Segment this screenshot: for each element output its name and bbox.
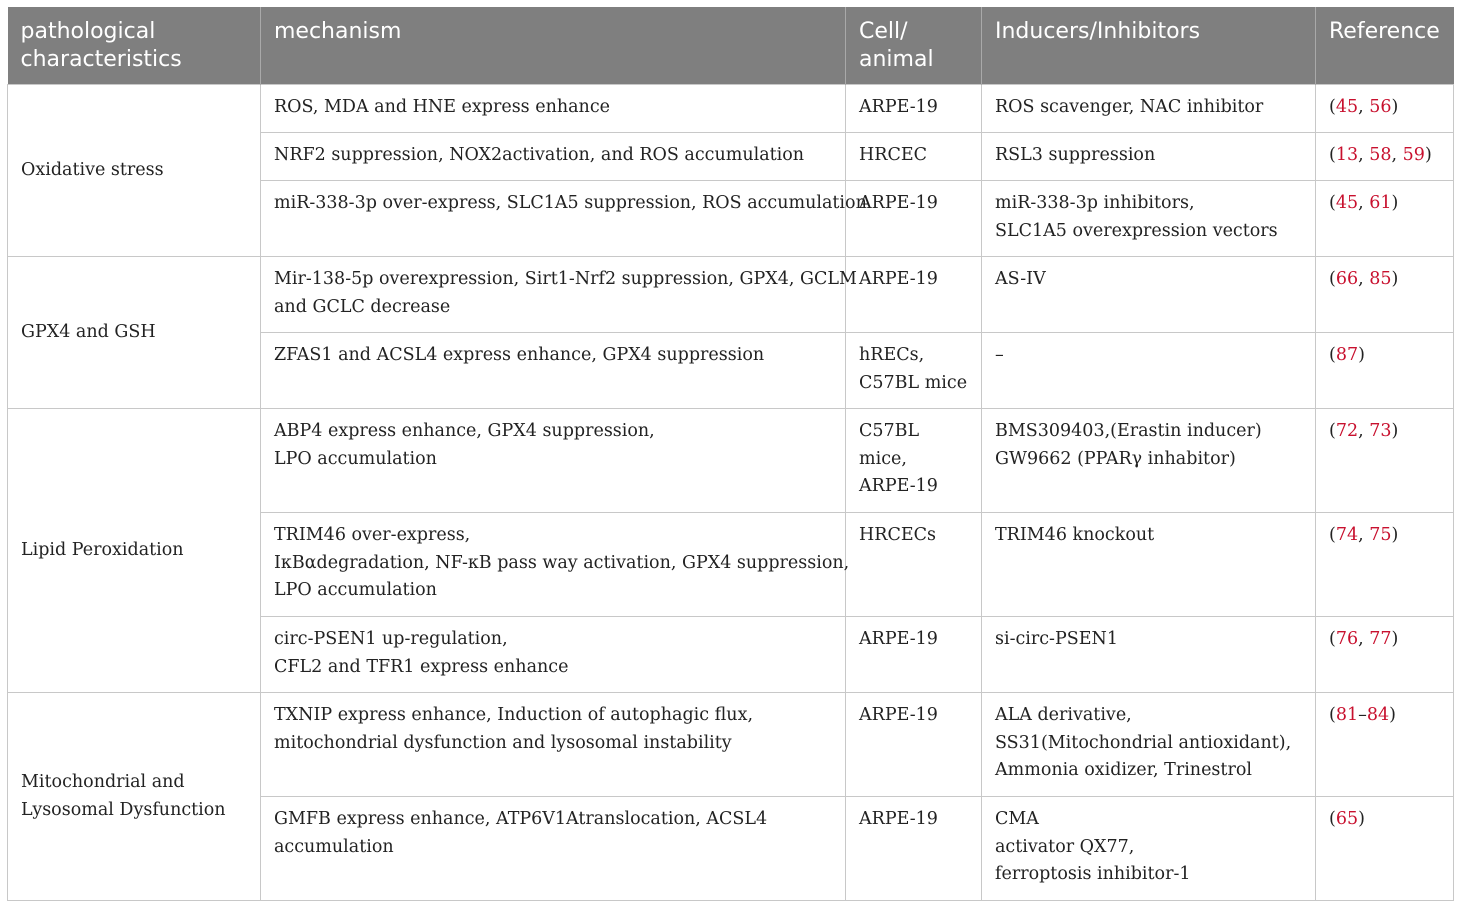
inducers-cell bbox=[982, 617, 1316, 693]
mechanism-cell-line: and GCLC decrease bbox=[274, 296, 451, 317]
reference-separator: , bbox=[1358, 421, 1370, 441]
mechanism-cell-line: TXNIP express enhance, Induction of autophagic flux, bbox=[274, 705, 754, 725]
inducers-cell-line: CMA bbox=[995, 809, 1039, 829]
header-cell bbox=[846, 7, 982, 85]
mechanism-cell-line: IκBαdegradation, NF-κB pass way activation, GPX4 suppression, bbox=[274, 552, 850, 573]
cell-cell bbox=[846, 85, 982, 133]
mechanism-cell-line: TRIM46 over-express, bbox=[274, 525, 471, 545]
table-row bbox=[8, 693, 1454, 797]
table-row bbox=[8, 409, 1454, 513]
inducers-cell-line: miR-338-3p inhibitors, bbox=[995, 193, 1195, 213]
mechanism-cell-line: LPO accumulation bbox=[274, 580, 437, 600]
reference-link[interactable]: 81 bbox=[1335, 705, 1359, 725]
cell-cell bbox=[846, 333, 982, 409]
cell-cell-line: HRCECs bbox=[859, 525, 936, 545]
cell-cell bbox=[846, 797, 982, 901]
inducers-cell-line: Ammonia oxidizer, Trinestrol bbox=[995, 760, 1252, 780]
reference-link[interactable]: 45 bbox=[1335, 193, 1359, 213]
reference-link[interactable]: 72 bbox=[1335, 421, 1359, 441]
reference-link[interactable]: 75 bbox=[1369, 525, 1392, 545]
inducers-cell-line: activator QX77, bbox=[995, 836, 1135, 857]
reference-link[interactable]: 61 bbox=[1369, 193, 1392, 213]
reference-cell: (45, 56) bbox=[1316, 85, 1454, 133]
cell-cell bbox=[846, 409, 982, 513]
mechanism-cell-line: ROS, MDA and HNE express enhance bbox=[274, 97, 610, 117]
mechanism-cell bbox=[261, 513, 850, 617]
reference-cell: (81–84) bbox=[1316, 693, 1454, 797]
inducers-cell bbox=[982, 333, 1316, 409]
inducers-cell-line: AS-IV bbox=[995, 269, 1046, 289]
cell-cell bbox=[846, 181, 982, 257]
mechanism-cell-line: LPO accumulation bbox=[274, 448, 437, 469]
reference-separator: , bbox=[1391, 145, 1403, 165]
table-row bbox=[8, 85, 1454, 133]
reference-cell: (87) bbox=[1316, 333, 1454, 409]
mechanism-cell-line: accumulation bbox=[274, 836, 394, 857]
mechanism-cell bbox=[261, 409, 846, 513]
cell-cell-line: mice, bbox=[859, 448, 907, 469]
mechanism-cell bbox=[261, 693, 846, 797]
reference-link[interactable]: 58 bbox=[1369, 145, 1392, 165]
cell-cell bbox=[846, 693, 982, 797]
inducers-cell-line: si-circ-PSEN1 bbox=[995, 629, 1118, 649]
inducers-cell-line: ROS scavenger, NAC inhibitor bbox=[995, 97, 1264, 117]
mechanism-cell-line: mitochondrial dysfunction and lysosomal instability bbox=[274, 732, 732, 753]
mechanism-cell-line: miR-338-3p over-express, SLC1A5 suppression, ROS accumulation bbox=[274, 193, 867, 213]
reference-separator: , bbox=[1358, 145, 1370, 165]
header-pathological-line-2: characteristics bbox=[20, 47, 182, 72]
mechanism-cell-line: GMFB express enhance, ATP6V1Atranslocation, ACSL4 bbox=[274, 809, 768, 829]
category-cell bbox=[8, 257, 261, 409]
reference-cell: (65) bbox=[1316, 797, 1454, 901]
header-cell-line-2: animal bbox=[859, 47, 934, 72]
cell-cell bbox=[846, 133, 982, 181]
reference-separator: – bbox=[1358, 705, 1367, 725]
inducers-cell-line: – bbox=[995, 345, 1004, 365]
reference-link[interactable]: 56 bbox=[1369, 97, 1392, 117]
reference-link[interactable]: 73 bbox=[1369, 421, 1392, 441]
reference-link[interactable]: 66 bbox=[1335, 269, 1359, 289]
mechanism-cell-line: circ-PSEN1 up-regulation, bbox=[274, 629, 508, 649]
reference-link[interactable]: 77 bbox=[1369, 629, 1392, 649]
reference-link[interactable]: 59 bbox=[1402, 145, 1425, 165]
inducers-cell bbox=[982, 85, 1316, 133]
inducers-cell-line: ferroptosis inhibitor-1 bbox=[995, 864, 1191, 884]
header-pathological bbox=[8, 7, 261, 85]
category-cell-line: GPX4 and GSH bbox=[21, 321, 156, 342]
inducers-cell-line: ALA derivative, bbox=[995, 705, 1132, 725]
category-cell-line: Lipid Peroxidation bbox=[21, 539, 184, 560]
header-reference: Reference bbox=[1316, 7, 1454, 85]
cell-cell-line: ARPE-19 bbox=[859, 705, 938, 725]
mechanism-cell bbox=[261, 617, 846, 693]
inducers-cell bbox=[982, 133, 1316, 181]
cell-cell-line: C57BL mice bbox=[859, 372, 968, 393]
header-inducers: Inducers/Inhibitors bbox=[982, 7, 1316, 85]
inducers-cell-line: SS31(Mitochondrial antioxidant), bbox=[995, 732, 1292, 753]
cell-cell bbox=[846, 513, 982, 617]
category-cell bbox=[8, 693, 261, 901]
mechanism-cell bbox=[261, 85, 846, 133]
cell-cell-line: ARPE-19 bbox=[859, 629, 938, 649]
mechanism-cell bbox=[261, 333, 846, 409]
inducers-cell bbox=[982, 409, 1316, 513]
reference-link[interactable]: 85 bbox=[1369, 269, 1392, 289]
reference-link[interactable]: 87 bbox=[1335, 345, 1359, 365]
cell-cell-line: ARPE-19 bbox=[859, 809, 938, 829]
mechanism-cell bbox=[261, 181, 867, 257]
category-cell-line: Lysosomal Dysfunction bbox=[21, 799, 226, 820]
reference-separator: , bbox=[1358, 629, 1370, 649]
mechanism-cell-line: ZFAS1 and ACSL4 express enhance, GPX4 suppression bbox=[274, 345, 765, 365]
header-pathological-line-1: pathological bbox=[20, 19, 156, 44]
mechanism-cell bbox=[261, 133, 846, 181]
table-body bbox=[8, 85, 1454, 901]
inducers-cell-line: TRIM46 knockout bbox=[995, 525, 1155, 545]
cell-cell-line: ARPE-19 bbox=[859, 269, 938, 289]
reference-separator: , bbox=[1358, 269, 1370, 289]
category-cell bbox=[8, 409, 261, 693]
reference-cell: (13, 58, 59) bbox=[1316, 133, 1454, 181]
cell-cell-line: hRECs, bbox=[859, 345, 925, 365]
inducers-cell bbox=[982, 257, 1316, 333]
table-row bbox=[8, 257, 1454, 333]
inducers-cell-line: GW9662 (PPARγ inhabitor) bbox=[995, 448, 1236, 469]
cell-cell bbox=[846, 617, 982, 693]
reference-link[interactable]: 74 bbox=[1335, 525, 1359, 545]
inducers-cell bbox=[982, 693, 1316, 797]
cell-cell-line: C57BL bbox=[859, 421, 920, 441]
cell-cell-line: ARPE-19 bbox=[859, 97, 938, 117]
reference-separator: , bbox=[1358, 97, 1370, 117]
cell-cell bbox=[846, 257, 982, 333]
cell-cell-line: HRCEC bbox=[859, 145, 927, 165]
reference-link[interactable]: 65 bbox=[1335, 809, 1359, 829]
inducers-cell bbox=[982, 797, 1316, 901]
mechanism-cell-line: NRF2 suppression, NOX2activation, and ROS accumulation bbox=[274, 145, 805, 165]
mechanism-cell bbox=[261, 257, 857, 333]
reference-cell: (72, 73) bbox=[1316, 409, 1454, 513]
header-cell-line-1: Cell/ bbox=[859, 19, 908, 44]
cell-cell-line: ARPE-19 bbox=[859, 476, 938, 496]
reference-cell: (66, 85) bbox=[1316, 257, 1454, 333]
mechanism-cell bbox=[261, 797, 846, 901]
reference-link[interactable]: 76 bbox=[1335, 629, 1359, 649]
category-cell bbox=[8, 85, 261, 257]
mechanism-cell-line: ABP4 express enhance, GPX4 suppression, bbox=[274, 421, 655, 441]
cell-cell-line: ARPE-19 bbox=[859, 193, 938, 213]
reference-link[interactable]: 13 bbox=[1335, 145, 1359, 165]
reference-cell: (74, 75) bbox=[1316, 513, 1454, 617]
table-header bbox=[8, 7, 1454, 85]
mechanism-cell-line: CFL2 and TFR1 express enhance bbox=[274, 656, 569, 677]
inducers-cell bbox=[982, 513, 1316, 617]
category-cell-line: Oxidative stress bbox=[21, 159, 164, 180]
reference-cell: (45, 61) bbox=[1316, 181, 1454, 257]
reference-link[interactable]: 45 bbox=[1335, 97, 1359, 117]
mechanism-cell-line: Mir-138-5p overexpression, Sirt1-Nrf2 suppression, GPX4, GCLM bbox=[274, 269, 857, 289]
reference-cell: (76, 77) bbox=[1316, 617, 1454, 693]
category-cell-line: Mitochondrial and bbox=[21, 772, 185, 792]
inducers-cell-line: SLC1A5 overexpression vectors bbox=[995, 220, 1278, 241]
inducers-cell-line: BMS309403,(Erastin inducer) bbox=[995, 421, 1262, 441]
reference-link[interactable]: 84 bbox=[1366, 705, 1390, 725]
header-mechanism: mechanism bbox=[261, 7, 846, 85]
reference-separator: , bbox=[1358, 193, 1370, 213]
inducers-cell-line: RSL3 suppression bbox=[995, 145, 1156, 165]
inducers-cell bbox=[982, 181, 1316, 257]
reference-separator: , bbox=[1358, 525, 1370, 545]
ferroptosis-mechanisms-table bbox=[7, 7, 1454, 901]
